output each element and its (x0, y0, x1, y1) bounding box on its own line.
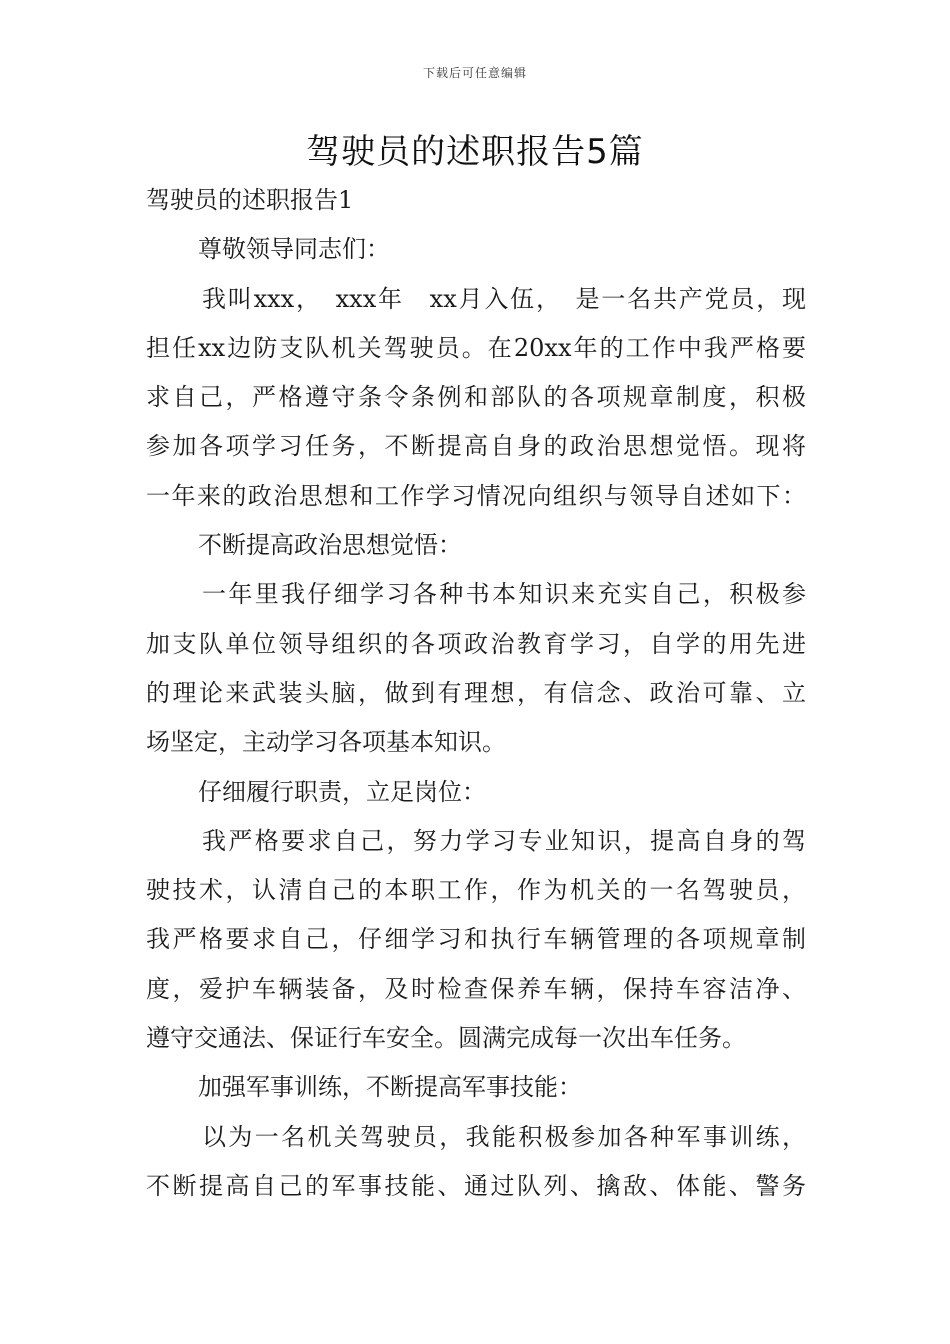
paragraph-line: 以为一名机关驾驶员，我能积极参加各种军事训练， (202, 1122, 806, 1151)
paragraph-line: 我叫xxx， xxx年 xx月入伍， 是一名共产党员，现 (202, 284, 806, 313)
paragraph-line: 不断提高自己的军事技能、通过队列、擒敌、体能、警务 (146, 1171, 806, 1200)
document-body (146, 176, 806, 1211)
paragraph-line: 一年来的政治思想和工作学习情况向组织与领导自述如下： (146, 481, 806, 510)
section-heading: 驾驶员的述职报告1 (146, 186, 354, 214)
paragraph-line: 加支队单位领导组织的各项政治教育学习，自学的用先进 (146, 629, 806, 658)
paragraph-line: 场坚定，主动学习各项基本知识。 (146, 728, 506, 757)
paragraph-line: 遵守交通法、保证行车安全。圆满完成每一次出车任务。 (146, 1024, 746, 1053)
paragraph-line: 求自己，严格遵守条令条例和部队的各项规章制度，积极 (146, 383, 806, 412)
paragraph-line: 驶技术，认清自己的本职工作，作为机关的一名驾驶员， (146, 876, 806, 905)
header-note: 下载后可任意编辑 (422, 66, 527, 80)
document-title: 驾驶员的述职报告5篇 (306, 132, 644, 172)
paragraph-line: 度，爱护车辆装备，及时检查保养车辆，保持车容洁净、 (146, 974, 806, 1003)
paragraph-line: 参加各项学习任务，不断提高自身的政治思想觉悟。现将 (146, 432, 806, 461)
subheading: 不断提高政治思想觉悟： (198, 531, 462, 560)
salutation: 尊敬领导同志们： (198, 235, 390, 264)
paragraph-line: 一年里我仔细学习各种书本知识来充实自己，积极参 (202, 580, 806, 609)
subheading: 加强军事训练，不断提高军事技能： (198, 1073, 582, 1102)
paragraph-line: 我严格要求自己，努力学习专业知识，提高自身的驾 (202, 826, 806, 855)
paragraph-line: 担任xx边防支队机关驾驶员。在20xx年的工作中我严格要 (146, 333, 806, 362)
paragraph-line: 的理论来武装头脑，做到有理想，有信念、政治可靠、立 (146, 678, 806, 707)
subheading: 仔细履行职责，立足岗位： (198, 777, 486, 806)
paragraph-line: 我严格要求自己，仔细学习和执行车辆管理的各项规章制 (146, 925, 806, 954)
